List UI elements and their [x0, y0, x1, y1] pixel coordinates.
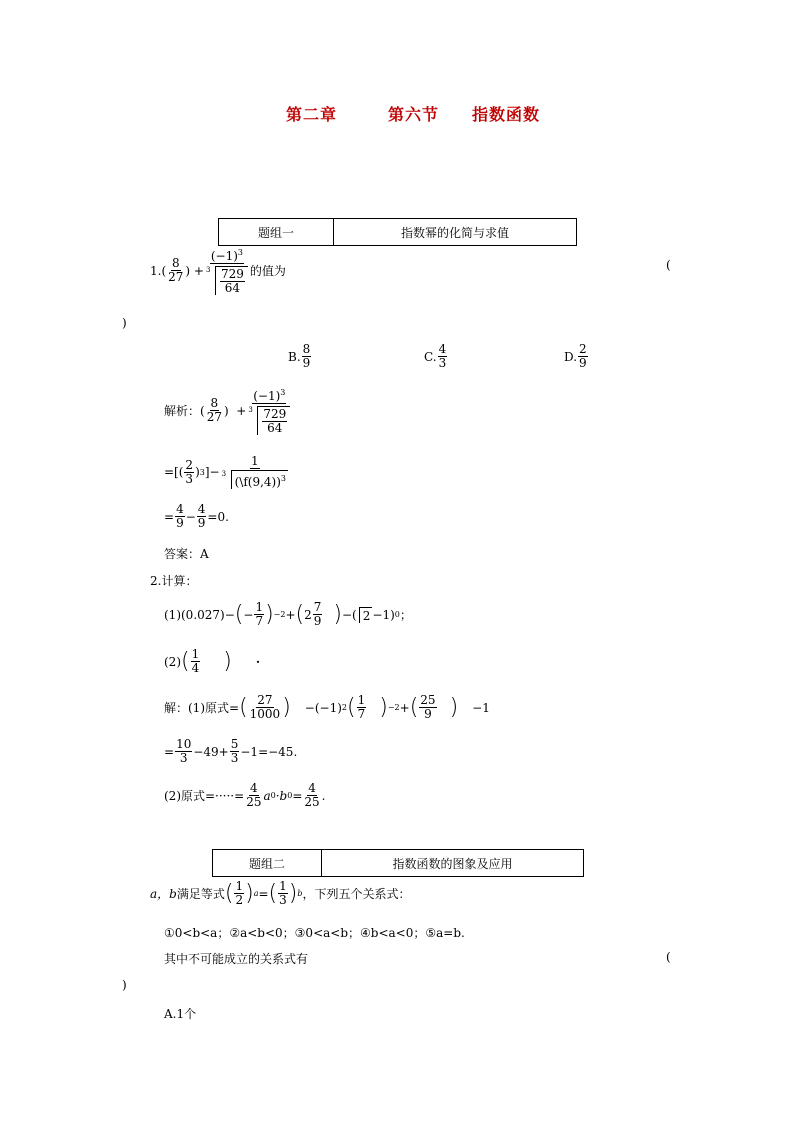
question-2-title: 2.计算：: [150, 574, 198, 588]
group1-header-table: [218, 218, 577, 246]
title-topic: 指数函数: [472, 105, 541, 124]
group1-topic: 指数幂的化简与求值: [400, 225, 509, 240]
page-title: [0, 102, 794, 124]
q3-option-a: A.1个: [164, 1007, 197, 1021]
q1-option-d: D. $\frac{2}{9}$: [564, 342, 587, 370]
q1-paren-open: (: [666, 258, 671, 272]
group2-header-table: [212, 849, 584, 877]
q3-paren-open: (: [666, 950, 671, 964]
group2-label: 题组二: [213, 850, 322, 876]
question-2-part-1: (1)(0.027)− ( − $\frac{1}{7}$ ) −2 + ( 2 $\frac{7}{9}$ ) −( 2 −1) 0 ；: [164, 600, 412, 628]
q1-option-b: B. $\frac{8}{9}$: [288, 342, 311, 370]
q1-paren-close: ): [122, 316, 127, 330]
solution-1-line-2: =[( $\frac{2}{3}$ ) 3 ]− 1 3 (\f(9,4))$^3$: [164, 454, 286, 489]
solution-2-line-2: = $\frac{10}{3}$ −49+ $\frac{5}{3}$ −1=−45.: [164, 737, 298, 765]
solution-2-line-3: (2)原式=·····= $\frac{4}{25}$ a 0 ·b 0 = $\frac{4}{25}$ .: [164, 781, 326, 809]
q1-number: 1.: [150, 263, 162, 278]
q1-fraction-2: $(-1)^3$ 3 $\frac{729}{64}$: [205, 246, 249, 295]
group1-label: 题组一: [219, 219, 334, 245]
title-chapter: 第二章: [286, 105, 338, 124]
q1-fraction-1: $\frac{8}{27}$: [168, 256, 184, 284]
solution-1-line-3: = $\frac{4}{9}$ − $\frac{4}{9}$ =0.: [164, 502, 229, 530]
solution-2-line-1: 解：(1)原式= ( $\frac{27}{1000}$ ) −(−1) 2 ( $\frac{1}{7}$ ) −2 + ( $\frac{25}{9}$ ) −1: [164, 693, 490, 721]
q1-tail: 的值为: [249, 264, 286, 278]
group2-topic: 指数函数的图象及应用: [392, 856, 513, 871]
solution-1-line-1: 解析： ( $\frac{8}{27}$ ) + $(-1)^3$ 3 $\frac{729}{64}$: [164, 386, 292, 435]
q1-plus: +: [193, 263, 204, 278]
q1-option-c: C. $\frac{4}{3}$: [424, 342, 447, 370]
title-section: 第六节: [388, 105, 440, 124]
q1-cube-root: 3 $\frac{729}{64}$: [206, 266, 248, 295]
solution-1-label: 解析：: [164, 404, 201, 418]
question-3: a，b 满足等式 ( $\frac{1}{2}$ ) a = ( $\frac{1}{3}$ ) b ，下列五个关系式：: [150, 879, 411, 907]
answer-1: 答案：A: [164, 547, 209, 561]
q3-paren-close: ): [122, 978, 127, 992]
q3-ask: 其中不可能成立的关系式有: [164, 952, 309, 966]
question-1: 1. ( $\frac{8}{27}$ ) + $(-1)^3$ 3 $\frac{729}{64}$ 的值为: [150, 248, 286, 295]
q3-relations: ①0<b<a；②a<b<0；③0<a<b；④b<a<0；⑤a=b.: [164, 926, 465, 940]
question-2-part-2: (2) ( $\frac{1}{4}$ ) ·: [164, 647, 261, 675]
